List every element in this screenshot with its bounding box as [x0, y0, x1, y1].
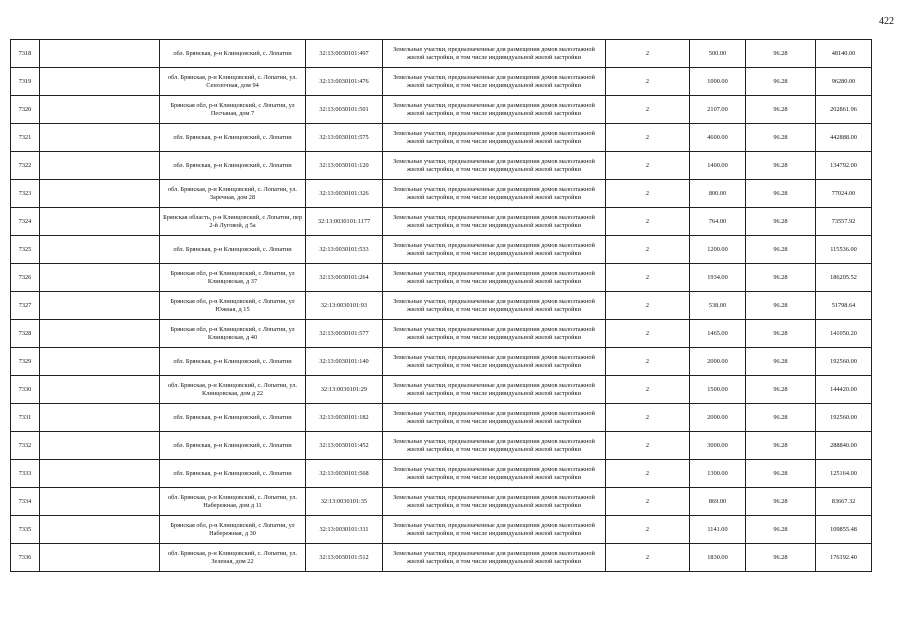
table-row: [11, 96, 872, 124]
total-value-cell: 115536.00: [816, 236, 872, 264]
row-number-cell: 7321: [11, 124, 40, 152]
cadastral-number-cell: 32:13:0030101:533: [306, 236, 383, 264]
address-cell: обл. Брянская, р-н Клинцовский, с. Лопатни: [160, 348, 306, 376]
table-row: [11, 124, 872, 152]
land-use-cell: Земельные участки, предназначенные для размещения домов малоэтажной жилой застройки, в том числе индивидуальной жилой застройки: [383, 488, 606, 516]
row-number-cell: 7323: [11, 180, 40, 208]
category-cell: 2: [606, 264, 690, 292]
cadastral-number-cell: 32:13:0030101:452: [306, 432, 383, 460]
empty-cell: [40, 236, 160, 264]
row-number-cell: 7325: [11, 236, 40, 264]
cadastral-number-cell: 32:13:0030101:512: [306, 544, 383, 572]
land-use-cell: Земельные участки, предназначенные для размещения домов малоэтажной жилой застройки, в том числе индивидуальной жилой застройки: [383, 432, 606, 460]
category-cell: 2: [606, 208, 690, 236]
land-use-cell: Земельные участки, предназначенные для размещения домов малоэтажной жилой застройки, в том числе индивидуальной жилой застройки: [383, 544, 606, 572]
category-cell: 2: [606, 96, 690, 124]
table-body: [11, 40, 872, 572]
area-cell: 1300.00: [690, 460, 746, 488]
rate-cell: 96.28: [746, 124, 816, 152]
total-value-cell: 96280.00: [816, 68, 872, 96]
category-cell: 2: [606, 348, 690, 376]
land-use-cell: Земельные участки, предназначенные для размещения домов малоэтажной жилой застройки, в том числе индивидуальной жилой застройки: [383, 124, 606, 152]
table-row: [11, 292, 872, 320]
address-cell: обл. Брянская, р-н Клинцовский, с. Лопатни, ул. Набережная, дом д 11: [160, 488, 306, 516]
area-cell: 2107.00: [690, 96, 746, 124]
cadastral-number-cell: 32:13:0030101:140: [306, 348, 383, 376]
rate-cell: 96.28: [746, 376, 816, 404]
table-row: [11, 180, 872, 208]
total-value-cell: 176192.40: [816, 544, 872, 572]
category-cell: 2: [606, 376, 690, 404]
address-cell: обл. Брянская, р-н Клинцовский, с. Лопатни: [160, 432, 306, 460]
area-cell: 2000.00: [690, 404, 746, 432]
address-cell: обл. Брянская, р-н Клинцовский, с. Лопатни: [160, 152, 306, 180]
row-number-cell: 7328: [11, 320, 40, 348]
land-plots-table: [10, 39, 872, 572]
rate-cell: 96.28: [746, 264, 816, 292]
category-cell: 2: [606, 488, 690, 516]
area-cell: 764.00: [690, 208, 746, 236]
total-value-cell: 83667.32: [816, 488, 872, 516]
land-use-cell: Земельные участки, предназначенные для размещения домов малоэтажной жилой застройки, в том числе индивидуальной жилой застройки: [383, 152, 606, 180]
empty-cell: [40, 516, 160, 544]
cadastral-number-cell: 32:13:0030101:1177: [306, 208, 383, 236]
area-cell: 1500.00: [690, 376, 746, 404]
land-use-cell: Земельные участки, предназначенные для размещения домов малоэтажной жилой застройки, в том числе индивидуальной жилой застройки: [383, 516, 606, 544]
address-cell: обл. Брянская, р-н Клинцовский, с. Лопатни, ул. Зеленая, дом 22: [160, 544, 306, 572]
empty-cell: [40, 208, 160, 236]
total-value-cell: 442888.00: [816, 124, 872, 152]
land-use-cell: Земельные участки, предназначенные для размещения домов малоэтажной жилой застройки, в том числе индивидуальной жилой застройки: [383, 68, 606, 96]
category-cell: 2: [606, 460, 690, 488]
empty-cell: [40, 320, 160, 348]
category-cell: 2: [606, 292, 690, 320]
cadastral-number-cell: 32:13:0030101:35: [306, 488, 383, 516]
category-cell: 2: [606, 68, 690, 96]
table-row: [11, 488, 872, 516]
empty-cell: [40, 96, 160, 124]
rate-cell: 96.28: [746, 432, 816, 460]
address-cell: обл. Брянская, р-н Клинцовский, с. Лопатни: [160, 236, 306, 264]
empty-cell: [40, 40, 160, 68]
address-cell: обл. Брянская, р-н Клинцовский, с. Лопатни, ул. Клинцовская, дом д 22: [160, 376, 306, 404]
category-cell: 2: [606, 404, 690, 432]
rate-cell: 96.28: [746, 320, 816, 348]
area-cell: 2000.00: [690, 348, 746, 376]
rate-cell: 96.28: [746, 152, 816, 180]
area-cell: 500.00: [690, 40, 746, 68]
land-use-cell: Земельные участки, предназначенные для размещения домов малоэтажной жилой застройки, в том числе индивидуальной жилой застройки: [383, 236, 606, 264]
area-cell: 1400.00: [690, 152, 746, 180]
rate-cell: 96.28: [746, 96, 816, 124]
table-row: [11, 152, 872, 180]
category-cell: 2: [606, 180, 690, 208]
row-number-cell: 7326: [11, 264, 40, 292]
category-cell: 2: [606, 516, 690, 544]
table-row: [11, 404, 872, 432]
area-cell: 869.00: [690, 488, 746, 516]
table-row: [11, 236, 872, 264]
area-cell: 1465.00: [690, 320, 746, 348]
rate-cell: 96.28: [746, 516, 816, 544]
address-cell: Брянская обл, р-н Клинцовский, с Лопатни, ул Клинцовская, д 40: [160, 320, 306, 348]
rate-cell: 96.28: [746, 208, 816, 236]
empty-cell: [40, 432, 160, 460]
land-use-cell: Земельные участки, предназначенные для размещения домов малоэтажной жилой застройки, в том числе индивидуальной жилой застройки: [383, 376, 606, 404]
table-row: [11, 348, 872, 376]
area-cell: 1830.00: [690, 544, 746, 572]
category-cell: 2: [606, 432, 690, 460]
land-use-cell: Земельные участки, предназначенные для размещения домов малоэтажной жилой застройки, в том числе индивидуальной жилой застройки: [383, 180, 606, 208]
address-cell: Брянская обл, р-н Клинцовский, с Лопатни, ул Южная, д 15: [160, 292, 306, 320]
cadastral-number-cell: 32:13:0030101:264: [306, 264, 383, 292]
category-cell: 2: [606, 152, 690, 180]
category-cell: 2: [606, 544, 690, 572]
cadastral-number-cell: 32:13:0030101:497: [306, 40, 383, 68]
area-cell: 1000.00: [690, 68, 746, 96]
row-number-cell: 7334: [11, 488, 40, 516]
row-number-cell: 7329: [11, 348, 40, 376]
table-row: [11, 376, 872, 404]
rate-cell: 96.28: [746, 544, 816, 572]
total-value-cell: 202861.96: [816, 96, 872, 124]
category-cell: 2: [606, 320, 690, 348]
area-cell: 1141.00: [690, 516, 746, 544]
row-number-cell: 7320: [11, 96, 40, 124]
total-value-cell: 73557.92: [816, 208, 872, 236]
page-number: 422: [879, 16, 894, 27]
cadastral-number-cell: 32:13:0030101:575: [306, 124, 383, 152]
cadastral-number-cell: 32:13:0030101:120: [306, 152, 383, 180]
rate-cell: 96.28: [746, 68, 816, 96]
area-cell: 1934.00: [690, 264, 746, 292]
row-number-cell: 7327: [11, 292, 40, 320]
total-value-cell: 134792.00: [816, 152, 872, 180]
address-cell: Брянская обл, р-н Клинцовский, с Лопатни, ул Набережная, д 30: [160, 516, 306, 544]
table-row: [11, 432, 872, 460]
land-use-cell: Земельные участки, предназначенные для размещения домов малоэтажной жилой застройки, в том числе индивидуальной жилой застройки: [383, 96, 606, 124]
rate-cell: 96.28: [746, 404, 816, 432]
row-number-cell: 7336: [11, 544, 40, 572]
row-number-cell: 7330: [11, 376, 40, 404]
area-cell: 800.00: [690, 180, 746, 208]
rate-cell: 96.28: [746, 292, 816, 320]
total-value-cell: 51798.64: [816, 292, 872, 320]
cadastral-number-cell: 32:13:0030101:568: [306, 460, 383, 488]
rate-cell: 96.28: [746, 348, 816, 376]
empty-cell: [40, 348, 160, 376]
empty-cell: [40, 68, 160, 96]
rate-cell: 96.28: [746, 236, 816, 264]
cadastral-number-cell: 32:13:0030101:311: [306, 516, 383, 544]
row-number-cell: 7335: [11, 516, 40, 544]
land-use-cell: Земельные участки, предназначенные для размещения домов малоэтажной жилой застройки, в том числе индивидуальной жилой застройки: [383, 40, 606, 68]
area-cell: 4600.00: [690, 124, 746, 152]
table-row: [11, 460, 872, 488]
area-cell: 538.00: [690, 292, 746, 320]
total-value-cell: 288840.00: [816, 432, 872, 460]
address-cell: Брянская обл, р-н Клинцовский, с Лопатни, ул Клинцовская, д 37: [160, 264, 306, 292]
row-number-cell: 7322: [11, 152, 40, 180]
address-cell: обл. Брянская, р-н Клинцовский, с. Лопатни: [160, 40, 306, 68]
total-value-cell: 125164.00: [816, 460, 872, 488]
cadastral-number-cell: 32:13:0030101:182: [306, 404, 383, 432]
empty-cell: [40, 180, 160, 208]
address-cell: обл. Брянская, р-н Клинцовский, с. Лопатни, ул. Сенозочная, дом 94: [160, 68, 306, 96]
row-number-cell: 7331: [11, 404, 40, 432]
rate-cell: 96.28: [746, 488, 816, 516]
land-use-cell: Земельные участки, предназначенные для размещения домов малоэтажной жилой застройки, в том числе индивидуальной жилой застройки: [383, 460, 606, 488]
empty-cell: [40, 376, 160, 404]
rate-cell: 96.28: [746, 460, 816, 488]
cadastral-number-cell: 32:13:0030101:93: [306, 292, 383, 320]
address-cell: Брянская область, р-н Клинцовский, с Лопатни, пер 2-й Луговой, д 5а: [160, 208, 306, 236]
cadastral-number-cell: 32:13:0030101:326: [306, 180, 383, 208]
category-cell: 2: [606, 236, 690, 264]
total-value-cell: 77024.00: [816, 180, 872, 208]
table-row: [11, 68, 872, 96]
total-value-cell: 141050.20: [816, 320, 872, 348]
land-use-cell: Земельные участки, предназначенные для размещения домов малоэтажной жилой застройки, в том числе индивидуальной жилой застройки: [383, 404, 606, 432]
land-use-cell: Земельные участки, предназначенные для размещения домов малоэтажной жилой застройки, в том числе индивидуальной жилой застройки: [383, 292, 606, 320]
cadastral-number-cell: 32:13:0030101:577: [306, 320, 383, 348]
area-cell: 1200.00: [690, 236, 746, 264]
empty-cell: [40, 152, 160, 180]
land-use-cell: Земельные участки, предназначенные для размещения домов малоэтажной жилой застройки, в том числе индивидуальной жилой застройки: [383, 208, 606, 236]
rate-cell: 96.28: [746, 40, 816, 68]
category-cell: 2: [606, 124, 690, 152]
table-row: [11, 544, 872, 572]
land-use-cell: Земельные участки, предназначенные для размещения домов малоэтажной жилой застройки, в том числе индивидуальной жилой застройки: [383, 348, 606, 376]
row-number-cell: 7318: [11, 40, 40, 68]
cadastral-number-cell: 32:13:0030101:476: [306, 68, 383, 96]
category-cell: 2: [606, 40, 690, 68]
total-value-cell: 186205.52: [816, 264, 872, 292]
total-value-cell: 192560.00: [816, 404, 872, 432]
land-use-cell: Земельные участки, предназначенные для размещения домов малоэтажной жилой застройки, в том числе индивидуальной жилой застройки: [383, 264, 606, 292]
empty-cell: [40, 292, 160, 320]
empty-cell: [40, 460, 160, 488]
table-row: [11, 320, 872, 348]
row-number-cell: 7319: [11, 68, 40, 96]
cadastral-number-cell: 32:13:0030101:501: [306, 96, 383, 124]
empty-cell: [40, 404, 160, 432]
address-cell: обл. Брянская, р-н Клинцовский, с. Лопатни: [160, 404, 306, 432]
rate-cell: 96.28: [746, 180, 816, 208]
table-row: [11, 516, 872, 544]
empty-cell: [40, 264, 160, 292]
row-number-cell: 7333: [11, 460, 40, 488]
area-cell: 3000.00: [690, 432, 746, 460]
table-row: [11, 264, 872, 292]
table-row: [11, 208, 872, 236]
total-value-cell: 144420.00: [816, 376, 872, 404]
land-use-cell: Земельные участки, предназначенные для размещения домов малоэтажной жилой застройки, в том числе индивидуальной жилой застройки: [383, 320, 606, 348]
address-cell: обл. Брянская, р-н Клинцовский, с. Лопатни: [160, 460, 306, 488]
total-value-cell: 192560.00: [816, 348, 872, 376]
cadastral-number-cell: 32:13:0030101:29: [306, 376, 383, 404]
address-cell: Брянская обл, р-н Клинцовский, с Лопатни, ул Песчаная, дом 7: [160, 96, 306, 124]
empty-cell: [40, 488, 160, 516]
address-cell: обл. Брянская, р-н Клинцовский, с. Лопатни: [160, 124, 306, 152]
total-value-cell: 48140.00: [816, 40, 872, 68]
table-row: [11, 40, 872, 68]
total-value-cell: 109855.48: [816, 516, 872, 544]
address-cell: обл. Брянская, р-н Клинцовский, с. Лопатни, ул. Заречная, дом 28: [160, 180, 306, 208]
empty-cell: [40, 544, 160, 572]
empty-cell: [40, 124, 160, 152]
row-number-cell: 7324: [11, 208, 40, 236]
row-number-cell: 7332: [11, 432, 40, 460]
